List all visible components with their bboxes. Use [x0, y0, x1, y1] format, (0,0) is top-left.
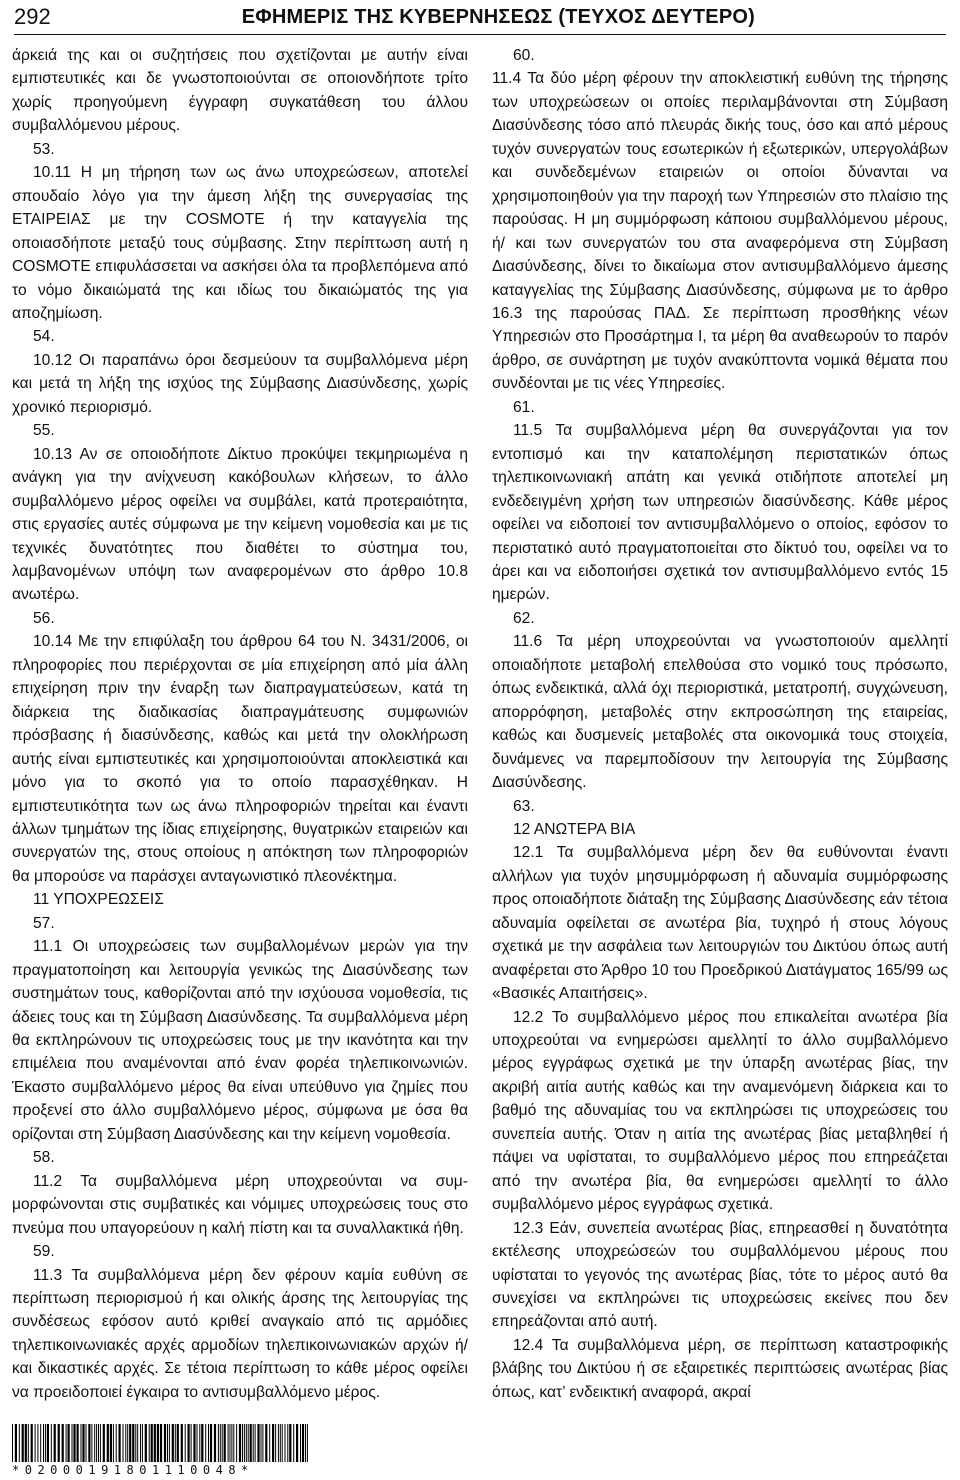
barcode-bar — [210, 1424, 212, 1464]
barcode-bar — [116, 1424, 117, 1464]
barcode-bar — [140, 1424, 141, 1464]
barcode-bar — [58, 1424, 60, 1464]
barcode-bar — [137, 1424, 138, 1464]
barcode-bar — [300, 1424, 301, 1464]
paragraph: 10.12 Οι παραπάνω όροι δεσμεύουν τα συμβαλλόμενα μέρη και μετά τη λήξη της ισχύος της Σύμβασης Διασύνδεσης, χωρίς χρονικό περιορισμό. — [12, 351, 468, 416]
paragraph: 62. — [513, 609, 535, 627]
barcode-bar — [255, 1424, 256, 1464]
barcode-bar — [257, 1424, 259, 1464]
paragraph: 12.1 Τα συμβαλλόμενα μέρη δεν θα ευθύνονται έναντι αλλήλων για τυχόν μησυμμόρφωση ή αδυναμία συμμόρφωσης προς οποιαδήποτε διάταξη της Σύμβασης Διασύνδεσης εάν τέτοια αδυναμία οφείλεται σε ανωτέρα βία, τυχηρό ή στους λόγους σχετικά με την ασφάλεια των λειτουργιών του Δικτύου όπως αυτή αναφέρεται στο Άρθρο 10 του Προεδρικού Διατάγματος 165/99 ως «Βασικές Απαιτήσεις». — [492, 844, 948, 1003]
page-header — [14, 0, 946, 35]
barcode-bar — [253, 1424, 254, 1464]
barcode-bar — [285, 1424, 286, 1464]
barcode-bar — [157, 1424, 159, 1464]
barcode-bar — [54, 1424, 56, 1464]
barcode-bar — [19, 1424, 20, 1464]
barcode-bar — [181, 1424, 183, 1464]
barcode-bar — [201, 1424, 203, 1464]
barcode — [12, 1424, 312, 1478]
paragraph: 11.2 Τα συμβαλλόμενα μέρη υποχρεούνται να συμμορφώνονται στις συμβατικές και νόμιμες υποχρεώσεις τους στο πνεύμα που υπαγορεύουν η καλή πίστη και τα συναλλακτικά ήθη. — [12, 1172, 468, 1237]
barcode-bar — [66, 1424, 67, 1464]
barcode-bar — [35, 1424, 36, 1464]
barcode-bar — [265, 1424, 267, 1464]
paragraph: 12 ΑΝΩΤΕΡΑ ΒΙΑ — [513, 820, 636, 838]
paragraph: 11.4 Τα δύο μέρη φέρουν την αποκλειστική ευθύνη της τήρησης των υποχρεώσεων οι οποίες περιλαμβάνονται στη Σύμβαση Διασύνδεσης τόσο από πλευράς δικής τους, όσο και από μέρους τυχόν συνεργατών τους εσωτερικών ή εξωτερικών, υπεργολάβων και συνδεδεμένων εταιρειών οι οποίοι δύνανται να χρησιμοποιηθούν για την παροχή των Υπηρεσιών στο πλαίσιο της παρούσας. Η μη συμμόρφωση κάποιου συμβαλλόμενου μέρους, ή/ και των συνεργατών του στα αναφερόμενα στη Σύμβαση Διασύνδεσης, δίνει το δικαίωμα στον αντισυμβαλλόμενο άμεσης καταγγελίας της Σύμβασης Διασύνδεσης, σύμφωνα με το άρθρο 16.3 της παρούσας ΠΑΔ. Σε περίπτωση προσθήκης νέων Υπηρεσιών στο Προσάρτημα I, τα μέρη θα αναθεωρούν το παρόν άρθρο, σε συνάρτηση με τυχόν ανακύπτοντα νομικά θέματα που συνδέονται με τις νέες Υπηρεσίες. — [492, 70, 948, 393]
paragraph: 11 ΥΠΟΧΡΕΩΣΕΙΣ — [33, 891, 164, 909]
barcode-bar — [230, 1424, 231, 1464]
barcode-bar — [107, 1424, 109, 1464]
body-columns — [12, 44, 948, 1424]
barcode-bar — [103, 1424, 105, 1464]
barcode-bar — [307, 1424, 308, 1464]
barcode-bar — [185, 1424, 186, 1464]
barcode-bar — [220, 1424, 221, 1464]
paragraph: 11.5 Τα συμβαλλόμενα μέρη θα συνεργάζονται για τον εντοπισμό και την καταπολέμηση περιστατικών όπως τηλεπικοινωνιακή απάτη και γενικά οτιδήποτε αποτελεί μη ενδεδειγμένη χρήση των υπηρεσιών διασύνδεσης. Κάθε μέρος οφείλει να ειδοποιεί τον αντισυμβαλλόμενο ο οποίος, εφόσον το περιστατικό αυτό πραγματοποιείται στο δίκτυό του, οφείλει να το άρει και να ειδοποιήσει σχετικά τον αντισυμβαλλόμενο εντός 15 ημερών. — [492, 422, 948, 604]
barcode-bar — [132, 1424, 134, 1464]
barcode-bar — [289, 1424, 291, 1464]
barcode-bar — [123, 1424, 124, 1464]
right-column — [492, 44, 948, 1424]
barcode-bar — [222, 1424, 223, 1464]
barcode-bar — [86, 1424, 87, 1464]
gazette-title: ΕΦΗΜΕΡΙΣ ΤΗΣ ΚΥΒΕΡΝΗΣΕΩΣ (ΤΕΥΧΟΣ ΔΕΥΤΕΡΟ) — [241, 5, 755, 28]
barcode-bar — [72, 1424, 73, 1464]
barcode-bar — [129, 1424, 131, 1464]
barcode-bar — [43, 1424, 44, 1464]
barcode-bar — [242, 1424, 243, 1464]
barcode-bar — [154, 1424, 156, 1464]
barcode-bar — [302, 1424, 304, 1464]
barcode-bar — [269, 1424, 270, 1464]
barcode-bar — [236, 1424, 237, 1464]
paragraph: 59. — [33, 1243, 55, 1261]
paragraph: 63. — [513, 797, 535, 815]
barcode-bar — [296, 1424, 298, 1464]
paragraph: 11.1 Οι υποχρεώσεις των συμβαλλομένων μερών για την πραγματοποίηση και λειτουργία γενικώς της Διασύνδεσης των συστημάτων τους, καθορίζονται από την ισχύουσα νομοθεσία, τις άδειες τους και τη Σύμβαση Διασύνδεσης. Τα συμβαλλόμενα μέρη θα εκπληρώνουν τις υποχρεώσεις τους με την ικανότητα και την επιμέλεια που αναμένονται από έναν φορέα τηλεπικοινωνιών. Έκαστο συμβαλλόμενο μέρος θα είναι υπεύθυνο για ζημίες που προξενεί στο άλλο συμβαλλόμενο μέρος, σύμφωνα με όσα θα ορίζονται στη Σύμβαση Διασύνδεσης και την κείμενη νομοθεσία. — [12, 938, 468, 1143]
barcode-bar — [82, 1424, 84, 1464]
barcode-bar — [68, 1424, 70, 1464]
barcode-bar — [37, 1424, 38, 1464]
barcode-bar — [199, 1424, 200, 1464]
barcode-bar — [197, 1424, 198, 1464]
barcode-bar — [278, 1424, 279, 1464]
barcode-bar — [149, 1424, 150, 1464]
paragraph: 12.4 Τα συμβαλλόμενα μέρη, σε περίπτωση καταστροφικής βλάβης του Δικτύου ή σε εξαιρετικές περιπτώσεις ανωτέρας βίας όπως, κατ’ ενδεικτική αναφορά, ακραί — [492, 1336, 948, 1401]
barcode-bar — [94, 1424, 95, 1464]
barcode-bar — [113, 1424, 114, 1464]
barcode-bar — [47, 1424, 49, 1464]
barcode-bar — [280, 1424, 281, 1464]
barcode-bar — [12, 1424, 13, 1464]
barcode-bar — [224, 1424, 226, 1464]
barcode-bar — [275, 1424, 276, 1464]
paragraph: άρκειά της και οι συζητήσεις που σχετίζονται με αυτήν είναι εμπιστευτικές και δε γνωστοποιούνται σε οποιονδήποτε τρίτο χωρίς προηγούμενη έγγραφη συγκατάθεση του άλλου συμβαλλόμενου μέρους. — [12, 47, 468, 135]
paragraph: 12.2 Το συμβαλλόμενο μέρος που επικαλείται ανωτέρα βία υποχρεούται να ενημερώσει αμελλητί το άλλο συμβαλλόμενο μέρος εγγράφως σχετικά με την ύπαρξη ανωτέρας βίας, την ακριβή αιτία αυτής καθώς και την αναμενόμενη διάρκεια και το βαθμό της αδυναμίας του να εκπληρώσει τις υποχρεώσεις του συνεπεία αυτής. Όταν η αιτία της ανωτέρας βίας μεταβληθεί ή πάψει να υφίσταται, το συμβαλλόμενο μέρος που επηρεάζεται από την ανωτέρα βία, θα ενημερώσει αμελλητί το άλλο συμβαλλόμενο μέρος εγγράφως σχετικά. — [492, 1008, 948, 1214]
barcode-bar — [88, 1424, 90, 1464]
barcode-bar — [261, 1424, 262, 1464]
paragraph: 54. — [33, 328, 55, 346]
barcode-bar — [91, 1424, 92, 1464]
barcode-bar — [142, 1424, 143, 1464]
barcode-number: *02000191801110048* — [12, 1462, 308, 1478]
barcode-bar — [233, 1424, 234, 1464]
paragraph: 58. — [33, 1149, 55, 1167]
barcode-bar — [73, 1424, 75, 1464]
barcode-bar — [45, 1424, 46, 1464]
barcode-bar — [231, 1424, 232, 1464]
barcode-bar — [40, 1424, 41, 1464]
barcode-bar — [125, 1424, 126, 1464]
barcode-bar — [191, 1424, 192, 1464]
barcode-bar — [167, 1424, 168, 1464]
paragraph: 53. — [33, 140, 55, 158]
barcode-bar — [214, 1424, 216, 1464]
barcode-bar — [22, 1424, 24, 1464]
barcode-bar — [228, 1424, 229, 1464]
paragraph: 60. — [513, 47, 535, 64]
barcode-bar — [110, 1424, 112, 1464]
barcode-bar — [244, 1424, 245, 1464]
barcode-bar — [193, 1424, 195, 1464]
barcode-bar — [293, 1424, 294, 1464]
barcode-bar — [96, 1424, 97, 1464]
paragraph: 10.11 Η μη τήρηση των ως άνω υποχρεώσεων, αποτελεί σπουδαίο λόγο για την άμεση λήξη της συνεργασίας της ΕΤΑΙΡΕΙΑΣ με την COSMOTE ή την καταγγελία της οποιασδήποτε μεταξύ τους σύμβασης. Στην περίπτωση αυτή η COSMOTE επιφυλάσσεται να ασκήσει όλα τα προβλεπόμενα από το νόμο δικαιώματά της και ιδίως του δικαιώματός της για αποζημίωση. — [12, 164, 468, 322]
barcode-bar — [31, 1424, 33, 1464]
barcode-bar — [145, 1424, 147, 1464]
barcode-bar — [246, 1424, 247, 1464]
paragraph: 57. — [33, 914, 55, 932]
barcode-bar — [81, 1424, 82, 1464]
barcode-bar — [250, 1424, 252, 1464]
paragraph: 56. — [33, 609, 55, 627]
barcode-bar — [62, 1424, 64, 1464]
barcode-bar — [98, 1424, 99, 1464]
paragraph: 10.14 Με την επιφύλαξη του άρθρου 64 του Ν. 3431/2006, οι πληροφορίες που περιέρχονται σε μία επιχείρηση από μία άλλη επιχείρηση πριν την έναρξη των διαπραγματεύσεων, κατά τη διάρκεια της διαδικασίας διαπραγμάτευσης συμφωνιών πρόσβασης ή διασύνδεσης, καθώς και μετά την ολοκλήρωση αυτής είναι εμπιστευτικές και χρησιμοποιούνται αποκλειστικά και μόνο για το σκοπό για το οποίο παρασχέθηκαν. Η εμπιστευτικότητα των ως άνω πληροφοριών τηρείται και έναντι άλλων τμημάτων της ίδιας επιχείρησης, θυγατρικών εταιρειών και συνεργατών της, στους οποίους η απόκτηση των πληροφοριών θα μπορούσε να παράσχει ανταγωνιστικό πλεονέκτημα. — [12, 633, 468, 885]
barcode-bar — [151, 1424, 153, 1464]
barcode-bar — [305, 1424, 306, 1464]
barcode-bar — [15, 1424, 17, 1464]
barcode-bar — [160, 1424, 162, 1464]
barcode-bar — [262, 1424, 263, 1464]
barcode-bar — [175, 1424, 176, 1464]
barcode-bar — [205, 1424, 206, 1464]
barcode-bar — [100, 1424, 101, 1464]
barcode-bar — [119, 1424, 121, 1464]
left-column — [12, 44, 468, 1424]
paragraph: 11.3 Τα συμβαλλόμενα μέρη δεν φέρουν καμία ευθύνη σε περίπτωση περιορισμού ή και ολικής άρσης της λειτουργίας της συνδέσεως εφόσον αυτό κριθεί αναγκαίο από τις αρμόδιες τηλεπικοινωνιακές αρχές αρμοδίων τηλεπικοινωνιακών αρχών ή/και δικαστικές αρχές. Σε τέτοια περίπτωση το κάθε μέρος οφείλει να προειδοποιεί έγκαιρα το αντισυμβαλλόμενο μέρος. — [12, 1266, 468, 1401]
barcode-bar — [287, 1424, 288, 1464]
barcode-bar — [77, 1424, 79, 1464]
barcode-bar — [25, 1424, 27, 1464]
barcode-bar — [172, 1424, 174, 1464]
barcode-bar — [51, 1424, 52, 1464]
barcode-bar — [208, 1424, 209, 1464]
barcode-bar — [282, 1424, 283, 1464]
barcode-bar — [272, 1424, 274, 1464]
paragraph: 61. — [513, 398, 535, 416]
barcode-bar — [164, 1424, 166, 1464]
barcode-bar — [188, 1424, 190, 1464]
barcode-bars — [12, 1424, 308, 1464]
barcode-bar — [169, 1424, 170, 1464]
barcode-bar — [177, 1424, 179, 1464]
paragraph: 11.6 Τα μέρη υποχρεούνται να γνωστοποιούν αμελλητί οποιαδήποτε μεταβολή επελθούσα στο νομικό τους πρόσωπο, όπως ενδεικτικά, αλλά όχι περιοριστικά, μετατροπή, συγχώνευση, απορρόφηση, μεταβολές στην εκπροσώπηση της εταιρείας, καθώς και δυσμενείς μεταβολές στα οικονομικά τους στοιχεία, δυνάμενες να παρεμποδίσουν την λειτουργία της Σύμβασης Διασύνδεσης. — [492, 633, 948, 792]
barcode-bar — [127, 1424, 128, 1464]
barcode-bar — [218, 1424, 219, 1464]
barcode-bar — [248, 1424, 249, 1464]
paragraph: 10.13 Αν σε οποιοδήποτε Δίκτυο προκύψει τεκμηριωμένα η ανάγκη για την ανίχνευση κακόβουλων κλήσεων, το άλλο συμβαλλόμενο μέρος οφείλει να συμβάλει, κατά προτεραιότητα, στις εργασίες αυτές σύμφωνα με την κείμενη νομοθεσία και με τις τεχνικές δυνατότητες που διαθέτει το σύστημα του, λαμβανομένων υπόψη των αναφερομένων στο άρθρο 10.8 ανωτέρω. — [12, 445, 468, 604]
barcode-bar — [135, 1424, 136, 1464]
barcode-bar — [28, 1424, 29, 1464]
barcode-bar — [239, 1424, 241, 1464]
paragraph: 55. — [33, 422, 55, 440]
page-number: 292 — [14, 4, 51, 29]
paragraph: 12.3 Εάν, συνεπεία ανωτέρας βίας, επηρεασθεί η δυνατότητα εκτέλεσης υποχρεώσεών του συμβαλλόμενου μέρους που υφίσταται το γεγονός της ανωτέρας βίας, τότε το μέρος αυτό θα συνεχίσει να εκπληρώνει τις υποχρεώσεις εκείνες που δεν επηρεάζονται από αυτή. — [492, 1219, 948, 1331]
